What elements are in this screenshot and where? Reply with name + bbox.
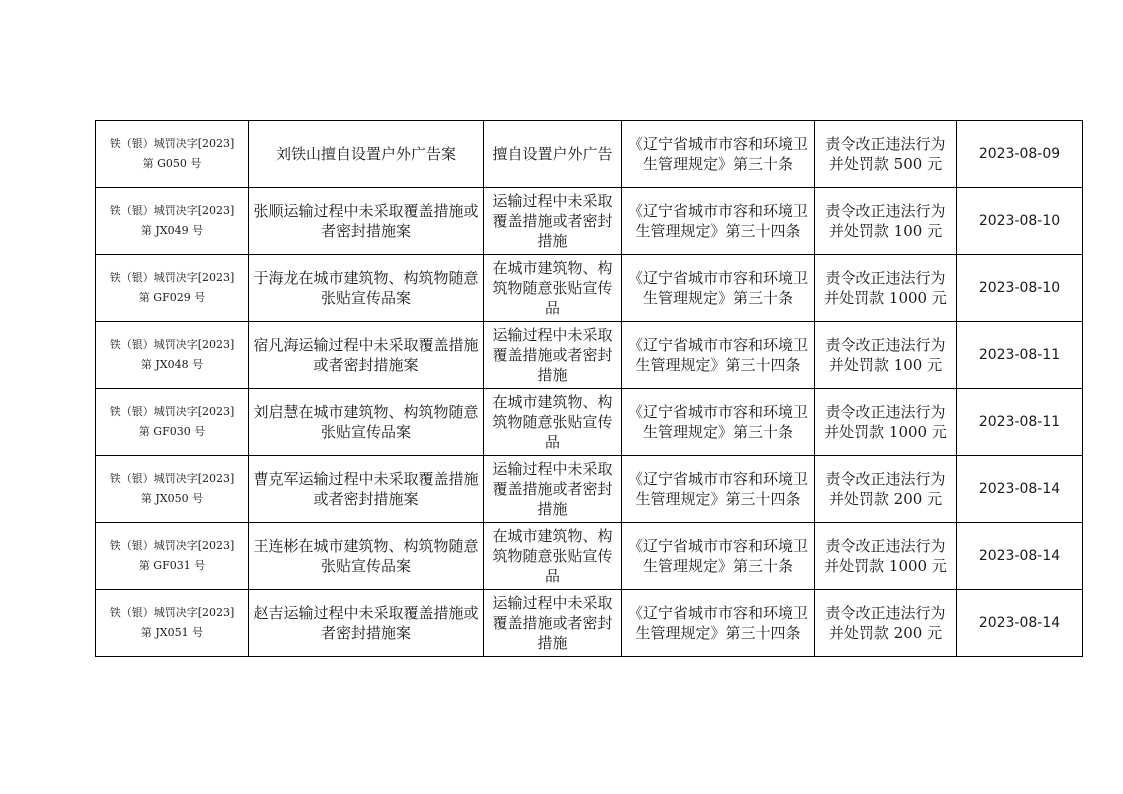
- decision-date-cell: 2023-08-11: [957, 322, 1083, 389]
- table-row: [96, 389, 1083, 456]
- decision-number-prefix: 铁（银）城罚决字[2023]: [109, 472, 235, 485]
- decision-date-cell: 2023-08-14: [957, 590, 1083, 657]
- legal-basis-cell: 《辽宁省城市市容和环境卫生管理规定》第三十四条: [622, 590, 815, 657]
- case-name-cell: 于海龙在城市建筑物、构筑物随意张贴宣传品案: [249, 255, 484, 322]
- penalty-decision-cell: 责令改正违法行为并处罚款 500 元: [815, 121, 957, 188]
- decision-number-cell: [96, 523, 249, 590]
- decision-number-prefix: 铁（银）城罚决字[2023]: [109, 338, 235, 351]
- penalty-decision-cell: 责令改正违法行为并处罚款 1000 元: [815, 255, 957, 322]
- decision-number-cell: [96, 188, 249, 255]
- table-row: [96, 322, 1083, 389]
- decision-number-suffix: 第 JX050 号: [140, 492, 204, 505]
- legal-basis-cell: 《辽宁省城市市容和环境卫生管理规定》第三十条: [622, 255, 815, 322]
- violation-cell: 运输过程中未采取覆盖措施或者密封措施: [484, 456, 622, 523]
- case-name-cell: 刘铁山擅自设置户外广告案: [249, 121, 484, 188]
- decision-number-prefix: 铁（银）城罚决字[2023]: [109, 204, 235, 217]
- decision-number-suffix: 第 JX051 号: [140, 626, 204, 639]
- decision-number-prefix: 铁（银）城罚决字[2023]: [109, 271, 235, 284]
- penalty-decision-cell: 责令改正违法行为并处罚款 100 元: [815, 188, 957, 255]
- table-row: [96, 456, 1083, 523]
- violation-cell: 在城市建筑物、构筑物随意张贴宣传品: [484, 255, 622, 322]
- violation-cell: 运输过程中未采取覆盖措施或者密封措施: [484, 188, 622, 255]
- legal-basis-cell: 《辽宁省城市市容和环境卫生管理规定》第三十条: [622, 121, 815, 188]
- decision-number-cell: [96, 322, 249, 389]
- case-name-cell: 刘启慧在城市建筑物、构筑物随意张贴宣传品案: [249, 389, 484, 456]
- case-name-cell: 赵吉运输过程中未采取覆盖措施或者密封措施案: [249, 590, 484, 657]
- decision-date-cell: 2023-08-10: [957, 255, 1083, 322]
- violation-cell: 在城市建筑物、构筑物随意张贴宣传品: [484, 389, 622, 456]
- decision-number-suffix: 第 GF031 号: [138, 559, 206, 572]
- legal-basis-cell: 《辽宁省城市市容和环境卫生管理规定》第三十条: [622, 389, 815, 456]
- violation-cell: 在城市建筑物、构筑物随意张贴宣传品: [484, 523, 622, 590]
- decision-number-cell: [96, 389, 249, 456]
- penalty-records-table: [95, 120, 1083, 657]
- table-row: [96, 121, 1083, 188]
- decision-number-suffix: 第 JX048 号: [140, 358, 204, 371]
- case-name-cell: 曹克军运输过程中未采取覆盖措施或者密封措施案: [249, 456, 484, 523]
- decision-number-suffix: 第 GF030 号: [138, 425, 206, 438]
- penalty-decision-cell: 责令改正违法行为并处罚款 1000 元: [815, 523, 957, 590]
- decision-number-suffix: 第 G050 号: [142, 157, 202, 170]
- case-name-cell: 张顺运输过程中未采取覆盖措施或者密封措施案: [249, 188, 484, 255]
- decision-number-prefix: 铁（银）城罚决字[2023]: [109, 137, 235, 150]
- decision-number-prefix: 铁（银）城罚决字[2023]: [109, 405, 235, 418]
- legal-basis-cell: 《辽宁省城市市容和环境卫生管理规定》第三十四条: [622, 456, 815, 523]
- decision-number-cell: [96, 255, 249, 322]
- table-row: [96, 188, 1083, 255]
- penalty-decision-cell: 责令改正违法行为并处罚款 200 元: [815, 456, 957, 523]
- table-row: [96, 590, 1083, 657]
- penalty-decision-cell: 责令改正违法行为并处罚款 100 元: [815, 322, 957, 389]
- case-name-cell: 王连彬在城市建筑物、构筑物随意张贴宣传品案: [249, 523, 484, 590]
- penalty-decision-cell: 责令改正违法行为并处罚款 1000 元: [815, 389, 957, 456]
- decision-number-suffix: 第 JX049 号: [140, 224, 204, 237]
- table-row: [96, 255, 1083, 322]
- decision-date-cell: 2023-08-10: [957, 188, 1083, 255]
- violation-cell: 运输过程中未采取覆盖措施或者密封措施: [484, 322, 622, 389]
- decision-date-cell: 2023-08-14: [957, 523, 1083, 590]
- decision-number-suffix: 第 GF029 号: [138, 291, 206, 304]
- legal-basis-cell: 《辽宁省城市市容和环境卫生管理规定》第三十条: [622, 523, 815, 590]
- table-row: [96, 523, 1083, 590]
- decision-date-cell: 2023-08-14: [957, 456, 1083, 523]
- decision-date-cell: 2023-08-09: [957, 121, 1083, 188]
- table-body: [96, 121, 1083, 657]
- violation-cell: 运输过程中未采取覆盖措施或者密封措施: [484, 590, 622, 657]
- violation-cell: 擅自设置户外广告: [484, 121, 622, 188]
- decision-number-cell: [96, 456, 249, 523]
- decision-number-prefix: 铁（银）城罚决字[2023]: [109, 539, 235, 552]
- legal-basis-cell: 《辽宁省城市市容和环境卫生管理规定》第三十四条: [622, 322, 815, 389]
- case-name-cell: 宿凡海运输过程中未采取覆盖措施或者密封措施案: [249, 322, 484, 389]
- decision-number-prefix: 铁（银）城罚决字[2023]: [109, 606, 235, 619]
- decision-number-cell: [96, 121, 249, 188]
- penalty-decision-cell: 责令改正违法行为并处罚款 200 元: [815, 590, 957, 657]
- decision-number-cell: [96, 590, 249, 657]
- decision-date-cell: 2023-08-11: [957, 389, 1083, 456]
- legal-basis-cell: 《辽宁省城市市容和环境卫生管理规定》第三十四条: [622, 188, 815, 255]
